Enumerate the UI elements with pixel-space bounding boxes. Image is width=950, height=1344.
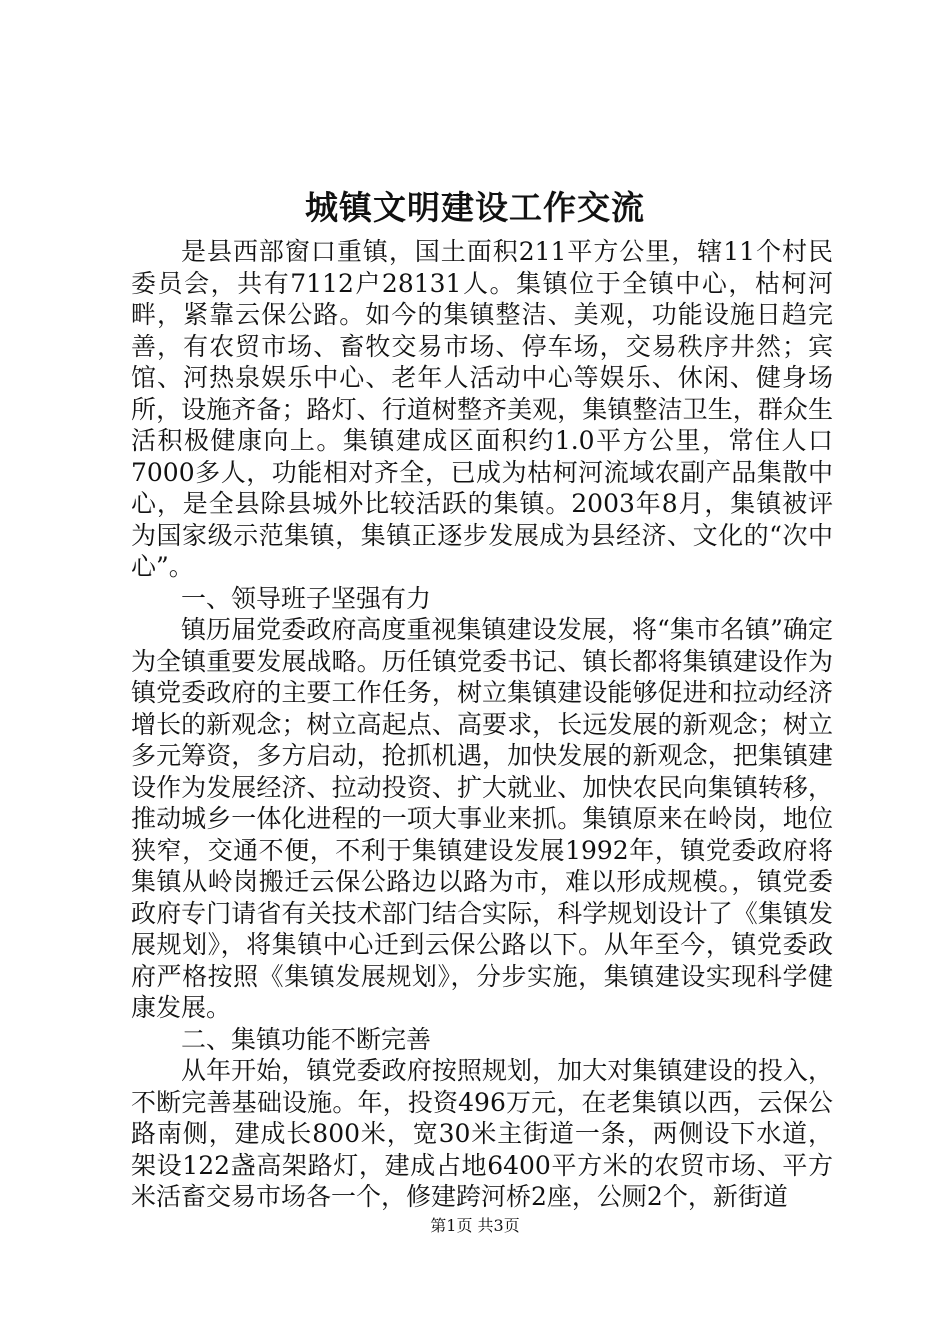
paragraph-intro: 是县西部窗口重镇，国土面积211平方公里，辖11个村民委员会，共有7112户28131人。集镇位于全镇中心，枯柯河畔，紧靠云保公路。如今的集镇整洁、美观，功能设施日趋完善，有农贸市场、畜牧交易市场、停车场，交易秩序井然；宾馆、河热泉娱乐中心、老年人活动中心等娱乐、休闲、健身场所，设施齐备；路灯、行道树整齐美观，集镇整洁卫生，群众生活积极健康向上。集镇建成区面积约1.0平方公里，常住人口7000多人，功能相对齐全，已成为枯柯河流域农副产品集散中心，是全县除县城外比较活跃的集镇。2003年8月，集镇被评为国家级示范集镇，集镇正逐步发展成为县经济、文化的“次中心”。 [131,237,833,581]
paragraph-section-2: 从年开始，镇党委政府按照规划，加大对集镇建设的投入，不断完善基础设施。年，投资496万元，在老集镇以西，云保公路南侧，建成长800米，宽30米主街道一条，两侧设下水道，架设122盏高架路灯，建成占地6400平方米的农贸市场、平方米活畜交易市场各一个，修建跨河桥2座，公厕2个，新街道 [131,1056,833,1211]
paragraph-section-1: 镇历届党委政府高度重视集镇建设发展，将“集市名镇”确定为全镇重要发展战略。历任镇党委书记、镇长都将集镇建设作为镇党委政府的主要工作任务，树立集镇建设能够促进和拉动经济增长的新观念；树立高起点、高要求，长远发展的新观念；树立多元筹资，多方启动，抢抓机遇，加快发展的新观念，把集镇建设作为发展经济、拉动投资、扩大就业、加快农民向集镇转移，推动城乡一体化进程的一项大事业来抓。集镇原来在岭岗，地位狭窄，交通不便，不利于集镇建设发展1992年，镇党委政府将集镇从岭岗搬迁云保公路边以路为市，难以形成规模。，镇党委政府专门请省有关技术部门结合实际，科学规划设计了《集镇发展规划》，将集镇中心迁到云保公路以下。从年至今，镇党委政府严格按照《集镇发展规划》，分步实施，集镇建设实现科学健康发展。 [131,615,833,1022]
document-body [131,236,833,1213]
document-title: 城镇文明建设工作交流 [305,188,645,227]
section-heading-2: 二、集镇功能不断完善 [181,1024,432,1054]
page-footer: 第1页 共3页 [430,1216,520,1235]
section-heading-1: 一、领导班子坚强有力 [181,583,432,613]
